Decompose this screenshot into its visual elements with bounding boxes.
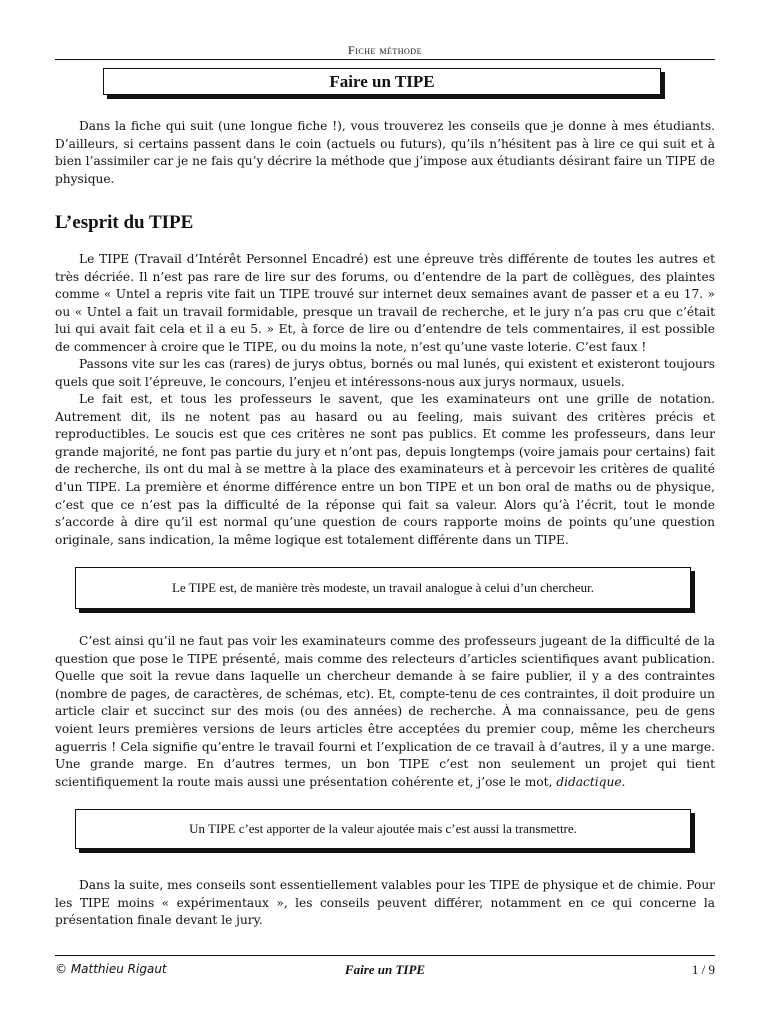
paragraph-3: Le fait est, et tous les professeurs le savent, que les examinateurs ont une grille de notation. Autrement dit, ils ne notent pas au hasard ou au feeling, mais suivant des critères précis et reproductibles. Le soucis est que ces critères ne sont pas publics. Et comme les professeurs, dans leur grande majorité, ne font pas partie du jury et n’ont pas, depuis longtemps (voire jamais pour certains) fait de recherche, ils ont du mal à se mettre à la place des examinateurs et à percevoir les critères de qualité d’un TIPE. La première et énorme différence entre un bon TIPE et un bon oral de maths ou de physique, c’est que ce n’est pas la difficulté de la réponse qui fait sa valeur. Alors qu’à l’écrit, tout le monde s’accorde à dire qu’il est normal qu’une question de cours rapporte moins de points qu’une question originale, sans indication, la même logique est totalement différente dans un TIPE. xyxy=(55,392,715,547)
paragraph-4-text: C’est ainsi qu’il ne faut pas voir les examinateurs comme des professeurs jugeant de la difficulté de la question que pose le TIPE présenté, mais comme des relecteurs d’articles scientifiques avant publication. Quelle que soit la revue dans laquelle un chercheur demande à se faire publier, il y a des contraintes (nombre de pages, de caractères, de schémas, etc). Et, compte-tenu de ces contraintes, il doit produire un article clair et succinct sur des mois (ou des années) de recherche. À ma connaissance, peu de gens voient leurs premières versions de leurs articles être acceptées du premier coup, même les chercheurs aguerris ! Cela signifie qu’entre le travail fourni et l’explication de ce travail à d’autres, il y a une marge. Une grande marge. En d’autres termes, un bon TIPE c’est non seulement un projet qui tient scientifiquement la route mais aussi une présentation cohérente et, j’ose le mot, xyxy=(55,634,715,789)
page-footer xyxy=(55,962,715,980)
section-heading: L’esprit du TIPE xyxy=(55,212,194,233)
running-header: Fiche méthode xyxy=(348,43,422,57)
callout-text-2: Un TIPE c’est apporter de la valeur ajoutée mais c’est aussi la transmettre. xyxy=(189,821,577,836)
document-title: Faire un TIPE xyxy=(103,68,661,95)
header-rule xyxy=(55,59,715,60)
emphasis-didactique: didactique xyxy=(556,774,622,789)
footer-rule xyxy=(55,955,715,956)
document-page xyxy=(55,0,715,1024)
paragraph-5: Dans la suite, mes conseils sont essentiellement valables pour les TIPE de physique et de chimie. Pour les TIPE moins « expérimentaux », les conseils peuvent différer, notamment en ce qui concerne la présentation finale devant le jury. xyxy=(55,878,715,928)
footer-title: Faire un TIPE xyxy=(344,962,426,977)
paragraph-1: Le TIPE (Travail d’Intérêt Personnel Encadré) est une épreuve très différente de toutes les autres et très décriée. Il n’est pas rare de lire sur des forums, ou d’entendre de la part de collègues, des plaintes comme « Untel a repris vite fait un TIPE trouvé sur internet deux semaines avant de passer et a eu 17. » ou « Untel a fait un travail formidable, presque un travail de recherche, et le jury n’a pas cru que c’était lui qui avait fait cela et il a eu 5. » Et, à force de lire ou d’entendre de tels commentaires, il est possible de commencer à croire que le TIPE, ou du moins la note, n’est qu’une vaste loterie. C’est faux ! xyxy=(55,252,715,354)
callout-box-1 xyxy=(75,567,691,609)
callout-box-2 xyxy=(75,809,691,849)
intro-paragraph: Dans la fiche qui suit (une longue fiche !), vous trouverez les conseils que je donne à mes étudiants. D’ailleurs, si certains passent dans le coin (actuels ou futurs), qu’ils n’hésitent pas à lire ce qui suit et à bien l’assimiler car je ne fais qu’y décrire la méthode que j’impose aux étudiants désirant faire un TIPE de physique. xyxy=(55,119,715,186)
footer-author: © Matthieu Rigaut xyxy=(55,962,167,976)
paragraph-4 xyxy=(55,633,715,791)
paragraph-4-end: . xyxy=(621,774,626,789)
callout-text-1: Le TIPE est, de manière très modeste, un travail analogue à celui d’un chercheur. xyxy=(171,580,595,595)
page-number: 1 / 9 xyxy=(691,962,715,977)
paragraph-2: Passons vite sur les cas (rares) de jurys obtus, bornés ou mal lunés, qui existent et existeront toujours quels que soit l’épreuve, le concours, l’enjeu et intéressons-nous aux jurys normaux, usuels. xyxy=(55,357,715,389)
